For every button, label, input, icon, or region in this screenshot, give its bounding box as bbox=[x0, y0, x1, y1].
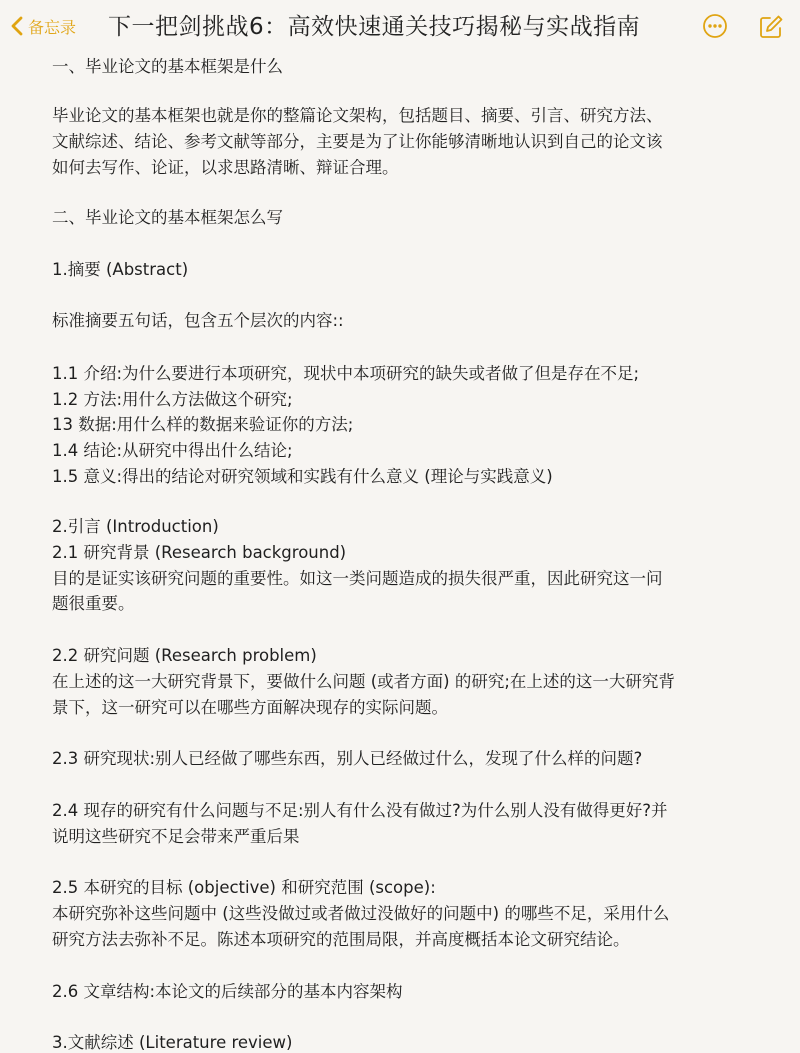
compose-button[interactable] bbox=[758, 14, 784, 40]
note-line: 2.4 现存的研究有什么问题与不足:别人有什么没有做过?为什么别人没有做得更好?并 bbox=[52, 801, 668, 820]
compose-icon bbox=[758, 25, 784, 44]
note-line: 3.文献综述 (Literature review) bbox=[52, 1033, 293, 1052]
note-line: 1.摘要 (Abstract) bbox=[52, 260, 189, 279]
more-button[interactable] bbox=[702, 13, 728, 39]
note-line: 1.2 方法:用什么方法做这个研究; bbox=[52, 390, 293, 409]
note-line: 毕业论文的基本框架也就是你的整篇论文架构，包括题目、摘要、引言、研究方法、 bbox=[52, 106, 663, 125]
note-line: 如何去写作、论证，以求思路清晰、辩证合理。 bbox=[52, 158, 399, 177]
note-line: 研究方法去弥补不足。陈述本项研究的范围局限，并高度概括本论文研究结论。 bbox=[52, 930, 630, 949]
ellipsis-circle-icon bbox=[702, 24, 728, 43]
note-line: 一、毕业论文的基本框架是什么 bbox=[52, 57, 283, 76]
note-line: 标准摘要五句话，包含五个层次的内容:: bbox=[52, 311, 344, 330]
note-line: 文献综述、结论、参考文献等部分，主要是为了让你能够清晰地认识到自己的论文该 bbox=[52, 132, 663, 151]
note-line: 二、毕业论文的基本框架怎么写 bbox=[52, 208, 283, 227]
note-line: 景下，这一研究可以在哪些方面解决现存的实际问题。 bbox=[52, 698, 448, 717]
note-line: 2.引言 (Introduction) bbox=[52, 517, 219, 536]
note-line: 目的是证实该研究问题的重要性。如这一类问题造成的损失很严重，因此研究这一问 bbox=[52, 569, 663, 588]
note-line: 1.1 介绍:为什么要进行本项研究，现状中本项研究的缺失或者做了但是存在不足; bbox=[52, 364, 640, 383]
page-title: 下一把剑挑战6：高效快速通关技巧揭秘与实战指南 bbox=[108, 14, 641, 40]
note-line: 13 数据:用什么样的数据来验证你的方法; bbox=[52, 415, 354, 434]
back-button[interactable] bbox=[10, 12, 76, 40]
note-line: 1.5 意义:得出的结论对研究领域和实践有什么意义 (理论与实践意义) bbox=[52, 467, 553, 486]
note-line: 1.4 结论:从研究中得出什么结论; bbox=[52, 441, 293, 460]
back-label: 备忘录 bbox=[28, 17, 77, 37]
navigation-bar bbox=[0, 0, 800, 52]
note-line: 2.5 本研究的目标 (objective) 和研究范围 (scope): bbox=[52, 878, 436, 897]
note-line: 本研究弥补这些问题中 (这些没做过或者做过没做好的问题中) 的哪些不足，采用什么 bbox=[52, 904, 670, 923]
note-line: 2.3 研究现状:别人已经做了哪些东西，别人已经做过什么，发现了什么样的问题? bbox=[52, 749, 643, 768]
note-line: 2.6 文章结构:本论文的后续部分的基本内容架构 bbox=[52, 982, 403, 1001]
note-line: 题很重要。 bbox=[52, 594, 135, 613]
chevron-left-icon bbox=[10, 15, 24, 37]
note-line: 在上述的这一大研究背景下，要做什么问题 (或者方面) 的研究;在上述的这一大研究背 bbox=[52, 672, 675, 691]
note-line: 说明这些研究不足会带来严重后果 bbox=[52, 827, 300, 846]
note-line: 2.2 研究问题 (Research problem) bbox=[52, 646, 317, 665]
note-line: 2.1 研究背景 (Research background) bbox=[52, 543, 347, 562]
